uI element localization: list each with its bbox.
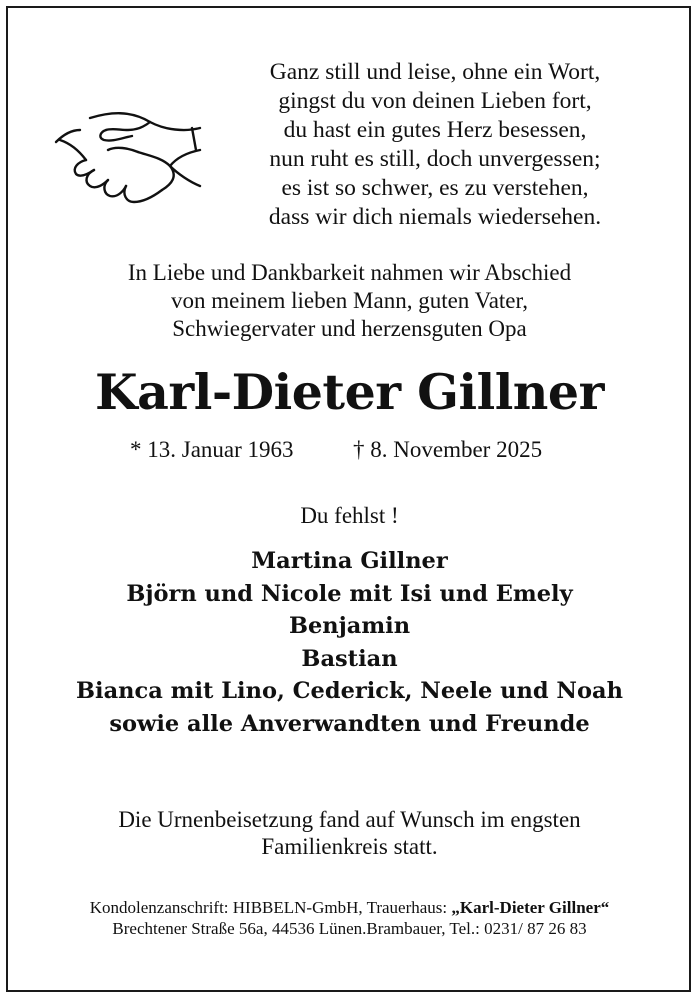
missing-text: Du fehlst ! xyxy=(300,503,399,528)
birth-date: * 13. Januar 1963 xyxy=(130,437,294,462)
burial-note xyxy=(0,806,699,860)
burial-line: Die Urnenbeisetzung fand auf Wunsch im engsten xyxy=(118,807,581,832)
poem-line: Ganz still und leise, ohne ein Wort, xyxy=(269,59,601,85)
deceased-name: Karl-Dieter Gillner xyxy=(95,363,604,421)
poem-line: nun ruht es still, doch unvergessen; xyxy=(269,146,601,172)
intro-line: In Liebe und Dankbarkeit nahmen wir Abschied xyxy=(127,260,572,285)
intro-line: Schwiegervater und herzensguten Opa xyxy=(172,316,527,341)
condolence-address xyxy=(0,897,699,939)
handshake-icon xyxy=(50,100,210,220)
farewell-intro xyxy=(20,259,679,343)
address-line: Brechtener Straße 56a, 44536 Lünen.Brambauer, Tel.: 0231/ 87 26 83 xyxy=(112,919,587,938)
mourning-house-name: „Karl-Dieter Gillner“ xyxy=(451,898,610,917)
poem-line: es ist so schwer, es zu verstehen, xyxy=(281,175,589,201)
mourners-list xyxy=(0,545,699,740)
condolence-prefix: Kondolenzanschrift: HIBBELN-GmbH, Trauerhaus: xyxy=(89,898,452,917)
condolence-line xyxy=(0,897,699,918)
mourner-line: Bastian xyxy=(301,645,398,672)
poem-line: du hast ein gutes Herz besessen, xyxy=(283,117,587,143)
mourner-line: sowie alle Anverwandten und Freunde xyxy=(109,710,590,737)
poem-line: gingst du von deinen Lieben fort, xyxy=(278,88,592,114)
poem-line: dass wir dich niemals wiedersehen. xyxy=(268,204,602,230)
burial-line: Familienkreis statt. xyxy=(261,834,438,859)
intro-line: von meinem lieben Mann, guten Vater, xyxy=(171,288,528,313)
mourner-line: Bianca mit Lino, Cederick, Neele und Noah xyxy=(76,678,623,704)
poem xyxy=(200,58,670,232)
death-date: † 8. November 2025 xyxy=(353,437,543,462)
mourner-line: Benjamin xyxy=(288,613,411,639)
mourner-line: Martina Gillner xyxy=(251,548,448,574)
mourner-line: Björn und Nicole mit Isi und Emely xyxy=(126,580,573,607)
